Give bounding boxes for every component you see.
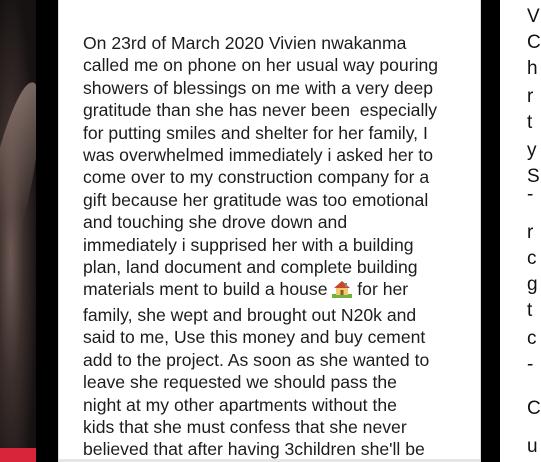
post-line: and touching she drove down and <box>83 212 348 233</box>
post-card <box>58 0 481 462</box>
post-line: On 23rd of March 2020 Vivien nwakanma <box>83 33 407 53</box>
post-line: called me on phone on her usual way pouring <box>83 55 439 76</box>
right-letter: h <box>527 58 538 79</box>
red-bar <box>0 448 36 462</box>
right-letter: C <box>527 32 541 53</box>
post-line: said to me, Use this money and buy cement <box>83 327 426 348</box>
post-line: showers of blessings on me with a very deep <box>83 77 434 98</box>
post-line: gratitude than she has never been especially <box>83 100 438 121</box>
post-line: plan, land document and complete building <box>83 257 418 278</box>
post-line: for her <box>352 279 409 300</box>
post-line: kids that she must confess that she never <box>83 416 407 437</box>
right-letter: r <box>527 86 534 107</box>
post-line: believed that after having 3children she'll be <box>83 439 425 460</box>
post-line: was overwhelmed immediately i asked her to <box>83 145 434 166</box>
post-line: night at my other apartments without the <box>83 394 397 415</box>
post-body <box>83 32 473 461</box>
post-line: immediately i supprised her with a building <box>83 234 414 255</box>
post-line: leave she requested we should pass the <box>83 372 397 393</box>
post-line: materials ment to build a house <box>83 279 333 300</box>
right-neighbor-post[interactable] <box>500 0 541 462</box>
left-photo-thumbnail[interactable] <box>0 0 36 462</box>
right-letter: u <box>527 436 538 457</box>
house-with-garden-icon <box>332 280 352 303</box>
right-letter: y <box>527 140 537 161</box>
post-line: gift because her gratitude was too emotional <box>83 189 429 210</box>
right-letter: S <box>527 166 540 187</box>
post-frame <box>36 0 500 462</box>
right-letter: c <box>527 248 537 269</box>
right-letter: t <box>527 300 533 321</box>
right-letter: t <box>527 112 533 133</box>
right-letter: r <box>527 222 534 243</box>
post-line: add to the project. As soon as she wanted to <box>83 349 430 370</box>
right-letter: C <box>527 398 541 419</box>
right-letter: - <box>527 184 534 205</box>
right-letter: g <box>527 274 538 295</box>
right-letter: V <box>527 6 540 27</box>
right-letter: - <box>527 354 534 375</box>
right-letter: c <box>527 328 537 349</box>
post-line: come over to my construction company for a <box>83 167 430 188</box>
post-line: for putting smiles and shelter for her family, I <box>83 122 428 143</box>
post-line: family, she wept and brought out N20k and <box>83 304 417 325</box>
